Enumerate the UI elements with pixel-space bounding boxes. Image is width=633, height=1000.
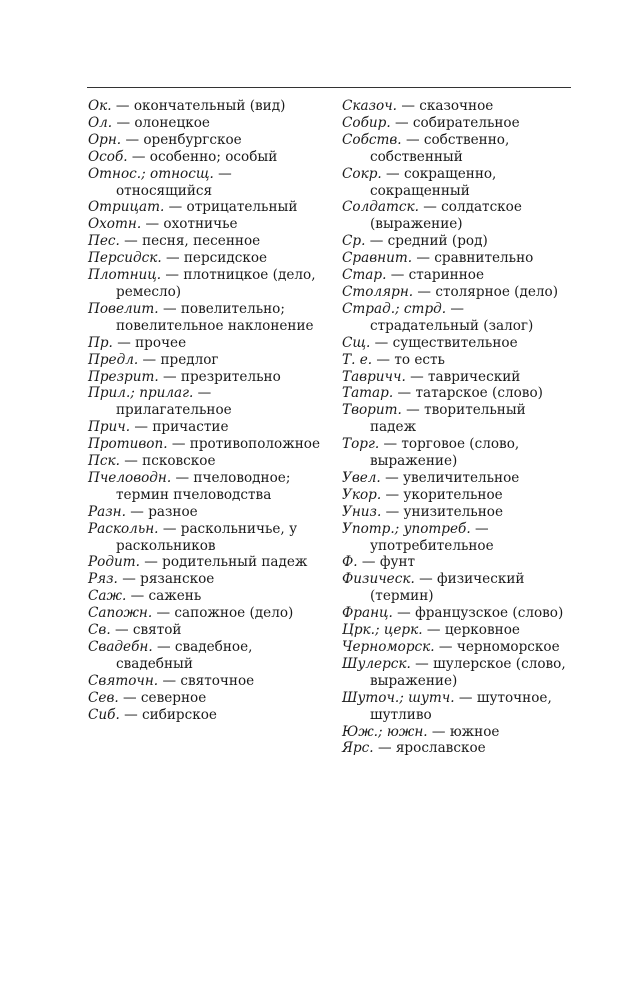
abbreviation-meaning: — прилагательное bbox=[116, 385, 232, 419]
abbreviation-entry bbox=[342, 605, 574, 622]
abbreviation-meaning: — средний (род) bbox=[365, 233, 488, 250]
abbreviation-meaning: — церковное bbox=[422, 622, 520, 639]
abbreviation-meaning: — олонецкое bbox=[112, 114, 210, 131]
abbreviation-entry bbox=[342, 385, 574, 402]
abbreviation-term: Пск. bbox=[88, 453, 120, 470]
abbreviation-term: Франц. bbox=[342, 605, 393, 622]
abbreviation-term: Пчеловодн. bbox=[88, 469, 172, 486]
abbreviation-meaning: — столярное (дело) bbox=[413, 283, 559, 300]
abbreviation-meaning: — рязанское bbox=[117, 571, 215, 588]
header-rule bbox=[87, 87, 571, 88]
abbreviation-meaning: — старинное bbox=[386, 267, 485, 284]
abbreviation-term: Ок. bbox=[88, 98, 112, 114]
abbreviation-entry bbox=[342, 639, 574, 656]
abbreviation-term: Солдатск. bbox=[342, 199, 419, 216]
abbreviation-entry bbox=[88, 369, 328, 386]
abbreviation-term: Стар. bbox=[342, 267, 387, 284]
abbreviation-meaning: — шулерское (слово, выражение) bbox=[370, 655, 566, 689]
abbreviation-term: Сев. bbox=[88, 689, 119, 706]
abbreviation-meaning: — то есть bbox=[372, 351, 445, 368]
abbreviation-term: Саж. bbox=[88, 588, 127, 605]
abbreviation-term: Презрит. bbox=[88, 368, 159, 385]
abbreviation-term: Пр. bbox=[88, 334, 113, 351]
abbreviation-term: Страд.; стрд. bbox=[342, 300, 447, 317]
abbreviation-term: Собств. bbox=[342, 131, 402, 148]
abbreviation-term: Относ.; относщ. bbox=[88, 165, 214, 182]
abbreviation-meaning: — особенно; особый bbox=[127, 148, 278, 165]
abbreviation-term: Отрицат. bbox=[88, 199, 165, 216]
abbreviation-entry bbox=[88, 250, 328, 267]
abbreviation-meaning: — физический (термин) bbox=[370, 571, 525, 605]
abbreviation-entry bbox=[342, 166, 574, 200]
abbreviation-meaning: — плотницкое (дело, ремесло) bbox=[116, 267, 316, 300]
abbreviation-meaning: — торговое (слово, выражение) bbox=[370, 436, 520, 470]
abbreviation-meaning: — увеличительное bbox=[380, 469, 520, 486]
abbreviation-entry bbox=[88, 385, 328, 419]
abbreviation-entry bbox=[342, 369, 574, 386]
abbreviation-entry bbox=[342, 521, 574, 555]
abbreviation-entry bbox=[342, 301, 574, 335]
abbreviation-entry bbox=[342, 554, 574, 571]
abbreviation-entry bbox=[88, 639, 328, 673]
abbreviation-meaning: — песня, песенное bbox=[119, 233, 261, 250]
abbreviation-entry bbox=[88, 199, 328, 216]
abbreviation-term: Сапожн. bbox=[88, 605, 153, 622]
abbreviation-term: Столярн. bbox=[342, 283, 414, 300]
abbreviation-meaning: — страдательный (залог) bbox=[370, 300, 534, 334]
abbreviation-entry bbox=[88, 436, 328, 453]
abbreviation-meaning: — сокращенно, сокращенный bbox=[370, 165, 497, 199]
abbreviation-term: Плотниц. bbox=[88, 267, 162, 284]
abbreviation-meaning: — разное bbox=[125, 503, 198, 520]
abbreviation-meaning: — прочее bbox=[112, 334, 187, 351]
abbreviation-term: Тавричч. bbox=[342, 368, 406, 385]
abbreviation-meaning: — свадебное, свадебный bbox=[116, 639, 253, 672]
abbreviation-entry bbox=[342, 233, 574, 250]
abbreviation-entry bbox=[88, 554, 328, 571]
abbreviation-term: Ф. bbox=[342, 554, 358, 571]
abbreviation-entry bbox=[88, 690, 328, 707]
abbreviation-meaning: — персидское bbox=[161, 250, 268, 267]
abbreviation-meaning: — отрицательный bbox=[164, 199, 298, 216]
abbreviations-column-right bbox=[342, 98, 574, 757]
abbreviation-meaning: — охотничье bbox=[141, 216, 238, 233]
abbreviation-entry bbox=[342, 504, 574, 521]
abbreviation-meaning: — северное bbox=[118, 689, 207, 706]
abbreviation-term: Употр.; употреб. bbox=[342, 520, 471, 537]
abbreviation-entry bbox=[88, 115, 328, 132]
abbreviation-term: Св. bbox=[88, 622, 111, 639]
abbreviation-entry bbox=[88, 132, 328, 149]
abbreviation-entry bbox=[342, 199, 574, 233]
abbreviation-term: Персидск. bbox=[88, 250, 162, 267]
abbreviation-entry bbox=[342, 335, 574, 352]
abbreviation-meaning: — солдатское (выражение) bbox=[370, 199, 522, 233]
abbreviation-entry bbox=[88, 335, 328, 352]
abbreviation-entry bbox=[342, 250, 574, 267]
abbreviation-meaning: — окончательный (вид) bbox=[111, 98, 286, 114]
abbreviation-entry bbox=[342, 470, 574, 487]
abbreviation-entry bbox=[342, 724, 574, 741]
abbreviation-meaning: — псковское bbox=[119, 453, 216, 470]
abbreviation-meaning: — причастие bbox=[130, 419, 229, 436]
abbreviation-entry bbox=[88, 216, 328, 233]
abbreviation-term: Ол. bbox=[88, 114, 113, 131]
abbreviation-entry bbox=[342, 402, 574, 436]
abbreviation-meaning: — предлог bbox=[138, 351, 219, 368]
abbreviation-term: Разн. bbox=[88, 503, 126, 520]
abbreviation-meaning: — творительный падеж bbox=[370, 402, 526, 436]
abbreviations-column-left bbox=[88, 98, 328, 724]
abbreviation-entry bbox=[88, 605, 328, 622]
abbreviation-meaning: — повелительно; повелительное наклонение bbox=[116, 300, 314, 334]
abbreviation-entry bbox=[88, 622, 328, 639]
abbreviation-meaning: — сказочное bbox=[397, 98, 494, 114]
abbreviation-term: Святочн. bbox=[88, 672, 159, 689]
abbreviation-term: Сказоч. bbox=[342, 98, 397, 114]
abbreviation-entry bbox=[88, 233, 328, 250]
abbreviation-entry bbox=[88, 588, 328, 605]
abbreviation-meaning: — укорительное bbox=[381, 486, 503, 503]
abbreviation-term: Татар. bbox=[342, 385, 394, 402]
abbreviation-meaning: — сажень bbox=[126, 588, 202, 605]
abbreviation-meaning: — сибирское bbox=[119, 706, 217, 723]
abbreviation-meaning: — святой bbox=[110, 622, 182, 639]
abbreviation-term: Особ. bbox=[88, 148, 128, 165]
abbreviation-entry bbox=[88, 149, 328, 166]
abbreviation-entry bbox=[342, 656, 574, 690]
abbreviation-meaning: — унизительное bbox=[381, 503, 504, 520]
abbreviation-meaning: — собирательное bbox=[390, 114, 520, 131]
abbreviation-term: Раскольн. bbox=[88, 520, 159, 537]
abbreviation-term: Црк.; церк. bbox=[342, 622, 423, 639]
abbreviation-meaning: — противоположное bbox=[167, 436, 321, 453]
abbreviation-term: Ряз. bbox=[88, 571, 118, 588]
abbreviation-term: Шулерск. bbox=[342, 655, 411, 672]
abbreviation-meaning: — родительный падеж bbox=[139, 554, 308, 571]
abbreviation-term: Шуточ.; шутч. bbox=[342, 689, 455, 706]
abbreviation-meaning: — существительное bbox=[370, 334, 518, 351]
abbreviation-term: Юж.; южн. bbox=[342, 723, 428, 740]
abbreviation-entry bbox=[88, 453, 328, 470]
abbreviation-meaning: — оренбургское bbox=[121, 131, 242, 148]
abbreviation-entry bbox=[88, 470, 328, 504]
abbreviation-meaning: — святочное bbox=[158, 672, 255, 689]
abbreviation-meaning: — фунт bbox=[357, 554, 416, 571]
abbreviation-entry bbox=[342, 132, 574, 166]
abbreviation-entry bbox=[342, 690, 574, 724]
abbreviation-entry bbox=[88, 352, 328, 369]
abbreviation-entry bbox=[342, 115, 574, 132]
abbreviation-entry bbox=[342, 436, 574, 470]
abbreviation-meaning: — пчеловодное; термин пчеловодства bbox=[116, 469, 291, 503]
abbreviation-term: Физическ. bbox=[342, 571, 415, 588]
abbreviation-entry bbox=[342, 267, 574, 284]
abbreviation-entry bbox=[88, 707, 328, 724]
abbreviation-meaning: — презрительно bbox=[158, 368, 281, 385]
abbreviation-entry bbox=[88, 301, 328, 335]
abbreviation-entry bbox=[342, 98, 574, 115]
abbreviation-entry bbox=[342, 284, 574, 301]
abbreviation-term: Предл. bbox=[88, 351, 139, 368]
abbreviation-meaning: — сравнительно bbox=[412, 250, 534, 267]
abbreviation-term: Творит. bbox=[342, 402, 402, 419]
abbreviation-term: Укор. bbox=[342, 486, 382, 503]
abbreviation-entry bbox=[88, 419, 328, 436]
abbreviation-term: Униз. bbox=[342, 503, 382, 520]
abbreviation-meaning: — татарское (слово) bbox=[393, 385, 543, 402]
abbreviation-term: Повелит. bbox=[88, 300, 159, 317]
abbreviation-entry bbox=[342, 571, 574, 605]
abbreviation-meaning: — относящийся bbox=[116, 165, 232, 199]
abbreviation-term: Увел. bbox=[342, 469, 381, 486]
abbreviation-entry bbox=[88, 504, 328, 521]
abbreviation-meaning: — раскольничье, у раскольников bbox=[116, 520, 298, 554]
abbreviation-meaning: — таврический bbox=[405, 368, 521, 385]
abbreviation-term: Черноморск. bbox=[342, 639, 435, 655]
abbreviation-meaning: — шуточное, шутливо bbox=[370, 689, 552, 723]
abbreviation-term: Прил.; прилаг. bbox=[88, 385, 194, 402]
abbreviation-meaning: — собственно, собственный bbox=[370, 131, 510, 165]
abbreviation-term: Ср. bbox=[342, 233, 366, 250]
abbreviation-entry bbox=[88, 98, 328, 115]
abbreviation-term: Охотн. bbox=[88, 216, 142, 233]
abbreviation-meaning: — южное bbox=[427, 723, 500, 740]
abbreviation-meaning: — французское (слово) bbox=[392, 605, 564, 622]
abbreviation-entry bbox=[88, 571, 328, 588]
abbreviation-entry bbox=[342, 622, 574, 639]
abbreviation-term: Пес. bbox=[88, 233, 120, 250]
abbreviation-term: Торг. bbox=[342, 436, 380, 453]
abbreviation-meaning: — употребительное bbox=[370, 520, 494, 554]
abbreviation-term: Ярс. bbox=[342, 740, 374, 757]
abbreviation-entry bbox=[88, 673, 328, 690]
abbreviation-term: Свадебн. bbox=[88, 639, 153, 655]
abbreviation-term: Сиб. bbox=[88, 706, 120, 723]
abbreviation-meaning: — сапожное (дело) bbox=[152, 605, 294, 622]
abbreviation-term: Прич. bbox=[88, 419, 131, 436]
abbreviation-term: Сравнит. bbox=[342, 250, 413, 267]
abbreviation-term: Сокр. bbox=[342, 165, 382, 182]
abbreviation-meaning: — черноморское bbox=[434, 639, 560, 655]
abbreviation-entry bbox=[342, 352, 574, 369]
abbreviation-term: Собир. bbox=[342, 114, 391, 131]
abbreviation-term: Т. е. bbox=[342, 351, 373, 368]
abbreviation-term: Сщ. bbox=[342, 334, 371, 351]
abbreviation-entry bbox=[88, 521, 328, 555]
abbreviation-entry bbox=[342, 740, 574, 757]
abbreviation-term: Орн. bbox=[88, 131, 122, 148]
abbreviation-entry bbox=[88, 166, 328, 200]
abbreviation-meaning: — ярославское bbox=[373, 740, 486, 757]
abbreviation-entry bbox=[88, 267, 328, 301]
abbreviation-term: Родит. bbox=[88, 554, 140, 571]
abbreviation-term: Противоп. bbox=[88, 436, 168, 453]
abbreviation-entry bbox=[342, 487, 574, 504]
